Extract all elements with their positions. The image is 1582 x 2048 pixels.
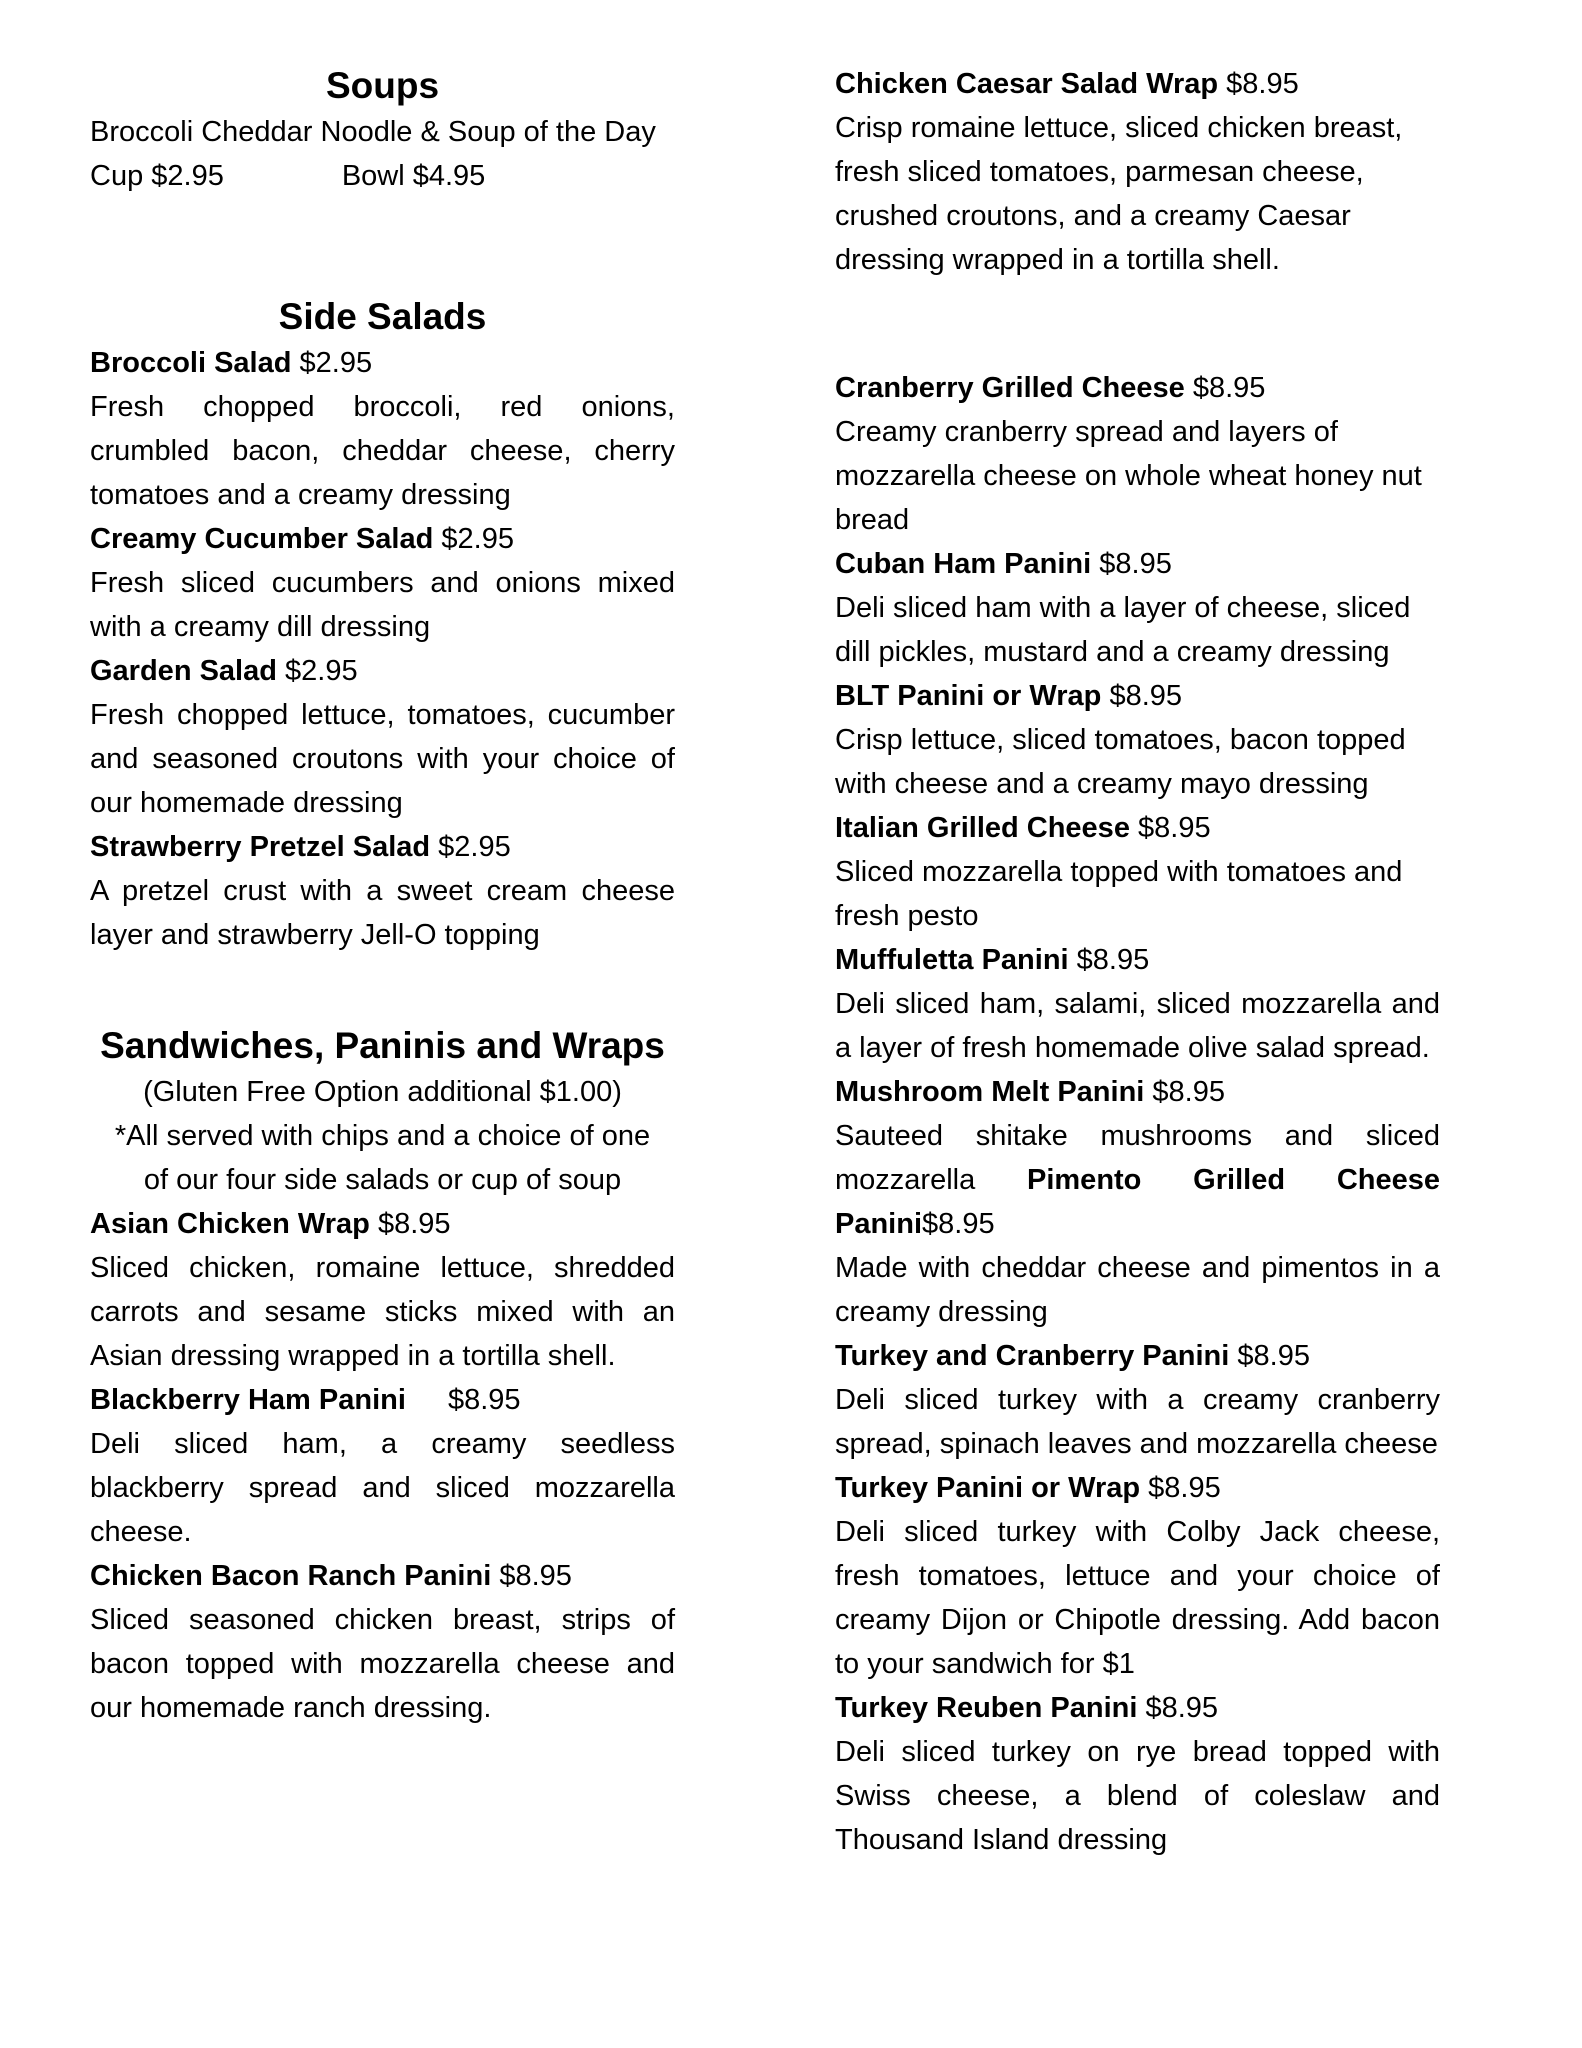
menu-item-chicken-caesar-salad-wrap: [835, 62, 1440, 282]
item-price: $2.95: [438, 831, 511, 863]
item-price: $8.95: [1237, 1340, 1310, 1372]
item-price: $2.95: [441, 523, 514, 555]
menu-item-mushroom-melt-panini: [835, 1070, 1440, 1334]
item-price: $8.95: [499, 1560, 572, 1592]
section-side-salads: [90, 293, 675, 957]
menu-item-strawberry-pretzel-salad: [90, 825, 675, 957]
item-description: Deli sliced turkey with Colby Jack cheese, fresh tomatoes, lettuce and your choice of creamy Dijon or Chipotle dressing. Add bacon to your sandwich for $1: [835, 1516, 1440, 1680]
item-description: Deli sliced turkey with a creamy cranberry spread, spinach leaves and mozzarella cheese: [835, 1384, 1440, 1460]
soups-heading: Soups: [325, 65, 440, 106]
item-name: BLT Panini or Wrap: [835, 680, 1102, 712]
menu-item-asian-chicken-wrap: [90, 1202, 675, 1378]
item-title: [90, 1554, 675, 1598]
item-description: Sliced mozzarella topped with tomatoes and fresh pesto: [835, 856, 1403, 932]
item-description: Crisp romaine lettuce, sliced chicken breast, fresh sliced tomatoes, parmesan cheese, crushed croutons, and a creamy Caesar dressing wrapped in a tortilla shell.: [835, 112, 1403, 276]
item-title: [835, 62, 1440, 106]
item-title: [90, 1202, 675, 1246]
inline-item-name-pimento-grilled-cheese-panini: Pimento Grilled Cheese Panini: [835, 1164, 1440, 1240]
section-soups: [90, 62, 675, 198]
item-name: Italian Grilled Cheese: [835, 812, 1130, 844]
item-price: $8.95: [1099, 548, 1172, 580]
item-name: Blackberry Ham Panini: [90, 1384, 406, 1416]
item-title: [835, 674, 1440, 718]
menu-item-chicken-bacon-ranch-panini: [90, 1554, 675, 1730]
item-price: $8.95: [1148, 1472, 1221, 1504]
item-title: [90, 1378, 675, 1422]
item-title: [835, 366, 1440, 410]
item-name: Cuban Ham Panini: [835, 548, 1092, 580]
item-description: Crisp lettuce, sliced tomatoes, bacon topped with cheese and a creamy mayo dressing: [835, 724, 1406, 800]
item-description: Sliced chicken, romaine lettuce, shredded carrots and sesame sticks mixed with an Asian dressing wrapped in a tortilla shell.: [90, 1252, 675, 1372]
served-with-note: *All served with chips and a choice of one of our four side salads or cup of soup: [114, 1120, 651, 1196]
item-description: Deli sliced ham, salami, sliced mozzarella and a layer of fresh homemade olive salad spread.: [835, 988, 1440, 1064]
item-title: [835, 806, 1440, 850]
menu-item-blt-panini-or-wrap: [835, 674, 1440, 806]
item-name: Chicken Bacon Ranch Panini: [90, 1560, 492, 1592]
item-description: Deli sliced turkey on rye bread topped with Swiss cheese, a blend of coleslaw and Thousand Island dressing: [835, 1736, 1440, 1856]
item-description: Deli sliced ham with a layer of cheese, sliced dill pickles, mustard and a creamy dressing: [835, 592, 1411, 668]
item-description: Sliced seasoned chicken breast, strips of bacon topped with mozzarella cheese and our homemade ranch dressing.: [90, 1604, 675, 1724]
soups-description: Broccoli Cheddar Noodle & Soup of the Day: [90, 116, 656, 148]
item-title: [835, 1686, 1440, 1730]
menu-item-broccoli-salad: [90, 341, 675, 517]
item-title: [835, 1070, 1440, 1114]
item-description-lead: Sauteed shitake mushrooms and sliced mozzarella: [835, 1120, 1440, 1196]
item-name: Turkey Reuben Panini: [835, 1692, 1138, 1724]
left-column: [90, 62, 675, 1730]
menu-item-blackberry-ham-panini: [90, 1378, 675, 1554]
item-price: $8.95: [1226, 68, 1299, 100]
item-name: Muffuletta Panini: [835, 944, 1069, 976]
item-title: [835, 1466, 1440, 1510]
item-name: Strawberry Pretzel Salad: [90, 831, 431, 863]
item-description: Fresh sliced cucumbers and onions mixed with a creamy dill dressing: [90, 567, 675, 643]
item-title: [835, 938, 1440, 982]
item-description: Fresh chopped lettuce, tomatoes, cucumber and seasoned croutons with your choice of our homemade dressing: [90, 699, 675, 819]
section-sandwiches: [90, 1022, 675, 1730]
item-price: $8.95: [1192, 372, 1266, 404]
item-name: Mushroom Melt Panini: [835, 1076, 1145, 1108]
menu-item-turkey-and-cranberry-panini: [835, 1334, 1440, 1466]
item-price: $8.95: [1138, 812, 1211, 844]
item-name: Garden Salad: [90, 655, 277, 687]
item-description: A pretzel crust with a sweet cream cheese layer and strawberry Jell-O topping: [90, 875, 675, 951]
item-description: [835, 1114, 1440, 1246]
sandwiches-heading: Sandwiches, Paninis and Wraps: [100, 1025, 665, 1066]
item-title: [90, 825, 675, 869]
item-title: [90, 341, 675, 385]
right-column: [835, 62, 1440, 1862]
item-name: Turkey and Cranberry Panini: [835, 1340, 1230, 1372]
item-price: $8.95: [1145, 1692, 1219, 1724]
menu-item-italian-grilled-cheese: [835, 806, 1440, 938]
menu-item-garden-salad: [90, 649, 675, 825]
menu-item-turkey-reuben-panini: [835, 1686, 1440, 1862]
soup-cup-price: Cup $2.95: [90, 160, 224, 192]
item-price: $2.95: [299, 347, 373, 379]
item-description: Deli sliced ham, a creamy seedless blackberry spread and sliced mozzarella cheese.: [90, 1428, 675, 1548]
item-price: $8.95: [377, 1208, 451, 1240]
item-name: Creamy Cucumber Salad: [90, 523, 434, 555]
item-title: [835, 542, 1440, 586]
menu-item-cranberry-grilled-cheese: [835, 366, 1440, 542]
item-title: [835, 1334, 1440, 1378]
item-price: $8.95: [1152, 1076, 1225, 1108]
item-price: $8.95: [1109, 680, 1183, 712]
item-title: [90, 517, 675, 561]
menu-item-cuban-ham-panini: [835, 542, 1440, 674]
gluten-free-note: (Gluten Free Option additional $1.00): [143, 1076, 622, 1108]
item-name: Asian Chicken Wrap: [90, 1208, 370, 1240]
side-salads-heading: Side Salads: [278, 296, 487, 337]
soups-prices: [90, 154, 675, 198]
item-price: $8.95: [1076, 944, 1150, 976]
item-name: Cranberry Grilled Cheese: [835, 372, 1185, 404]
item-price: $8.95: [447, 1384, 521, 1416]
soup-bowl-price: Bowl $4.95: [341, 160, 486, 192]
item-title: [90, 649, 675, 693]
menu-item-muffuletta-panini: [835, 938, 1440, 1070]
item-description-tail: Made with cheddar cheese and pimentos in a creamy dressing: [835, 1252, 1440, 1328]
menu-item-creamy-cucumber-salad: [90, 517, 675, 649]
menu-item-turkey-panini-or-wrap: [835, 1466, 1440, 1686]
item-name: Turkey Panini or Wrap: [835, 1472, 1141, 1504]
item-description: Fresh chopped broccoli, red onions, crumbled bacon, cheddar cheese, cherry tomatoes and a creamy dressing: [90, 391, 675, 511]
item-name: Broccoli Salad: [90, 347, 292, 379]
item-price: $2.95: [285, 655, 358, 687]
inline-item-price: $8.95: [922, 1208, 995, 1240]
item-name: Chicken Caesar Salad Wrap: [835, 68, 1219, 100]
item-description: Creamy cranberry spread and layers of mozzarella cheese on whole wheat honey nut bread: [835, 416, 1422, 536]
